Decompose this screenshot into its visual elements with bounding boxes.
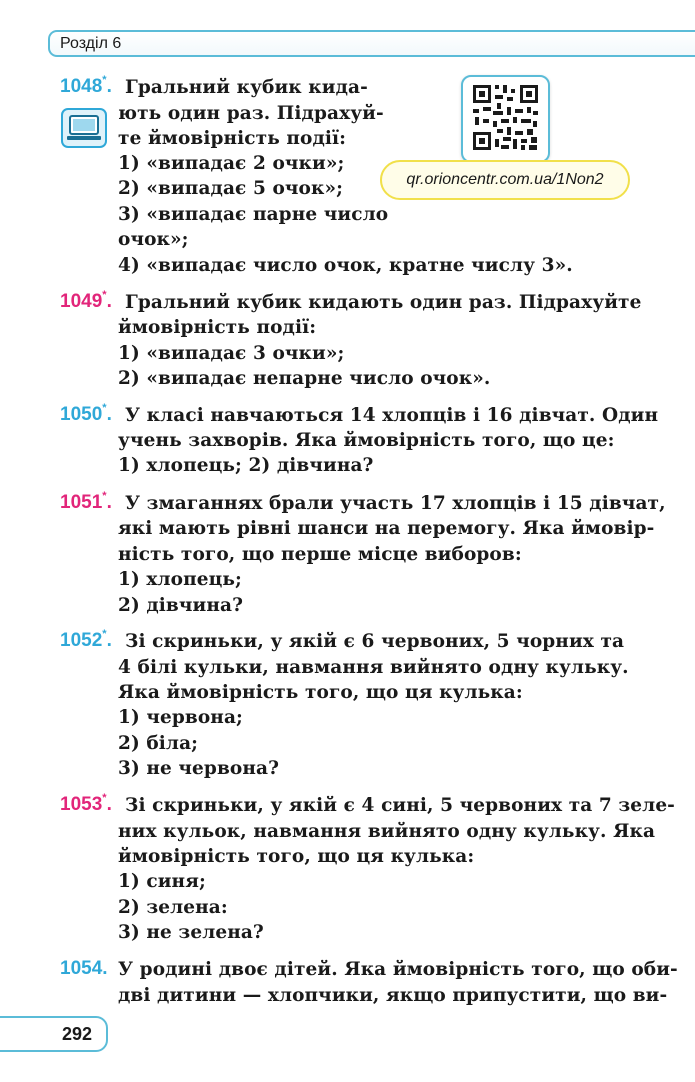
problem-option: 2) «випадає непарне число очок». [118,368,491,389]
problem-number: 1054. [60,958,108,979]
problem-option: 1) хлопець; [118,569,242,590]
problem-text-line: ність того, що перше місце виборов: [118,544,522,565]
problem-option: 2) біла; [118,733,199,754]
problem-option: 2) зелена: [118,897,228,918]
problem-option: 1) червона; [118,707,243,728]
problem-text-line: них кульок, навмання вийнято одну кульку. Яка [118,821,656,842]
problem-text-line: учень захворів. Яка ймовірність того, що це: [118,430,615,451]
qr-code[interactable] [461,75,550,163]
problem-option: очок»; [118,229,189,250]
problem-text-line: 4 білі кульки, навмання вийнято одну кульку. [118,657,629,678]
problem-text-line: ймовірність того, що ця кулька: [118,846,475,867]
computer-icon [61,108,107,148]
problem-text-line: те ймовірність події: [118,128,347,149]
problem-text-line: У родині двоє дітей. Яка ймовірність того, що оби- [118,959,678,980]
problem-option: 4) «випадає число очок, кратне числу 3». [118,255,573,276]
problem-option: 1) «випадає 3 очки»; [118,343,345,364]
problem-text-line: дві дитини — хлопчики, якщо припустити, що ви- [118,985,668,1006]
problem-text-line: ють один раз. Підрахуй- [118,103,384,124]
problem-option: 1) «випадає 2 очки»; [118,153,345,174]
problem-option: 1) хлопець; 2) дівчина? [118,455,374,476]
problem-number: 1052*. [60,628,112,651]
problem-option: 3) не червона? [118,758,280,779]
problem-text-line: Зі скриньки, у якій є 4 сині, 5 червоних та 7 зеле- [125,795,675,816]
problem-text-line: ймовірність події: [118,317,317,338]
problem-option: 2) дівчина? [118,595,244,616]
problem-option: 2) «випадає 5 очок»; [118,178,344,199]
problem-number: 1050*. [60,402,112,425]
problem-option: 1) синя; [118,871,206,892]
problem-text-line: У змаганнях брали участь 17 хлопців і 15 дівчат, [125,493,666,514]
problem-option: 3) не зелена? [118,922,264,943]
section-header-bar [48,30,695,57]
problem-number: 1051*. [60,490,112,513]
problem-text-line: У класі навчаються 14 хлопців і 16 дівчат. Один [125,405,659,426]
section-title: Розділ 6 [60,35,122,52]
problem-number: 1048*. [60,74,112,97]
problem-option: 3) «випадає парне число [118,204,389,225]
problem-number: 1053*. [60,792,112,815]
problem-number: 1049*. [60,289,112,312]
problem-text-line: які мають рівні шанси на перемогу. Яка ймовір- [118,518,655,539]
problem-text-line: Гральний кубик кида- [125,77,368,98]
qr-link[interactable]: qr.orioncentr.com.ua/1Non2 [380,160,630,200]
problem-text-line: Яка ймовірність того, що ця кулька: [118,682,523,703]
problem-text-line: Гральний кубик кидають один раз. Підрахуйте [125,292,642,313]
page-number: 292 [62,1024,93,1044]
problem-text-line: Зі скриньки, у якій є 6 червоних, 5 чорних та [125,631,625,652]
